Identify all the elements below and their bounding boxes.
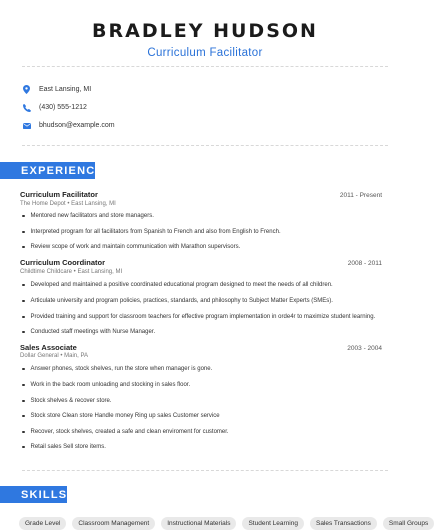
bullet-text: Answer phones, stock shelves, run the store when manager is gone. [30,366,213,372]
bullet-text: Articulate university and program policies, practices, standards, and philosophy to Subject Matter Experts (SMEs). [30,298,333,304]
job-title: Curriculum Coordinator [20,258,106,267]
bullet-dot [22,384,25,387]
location-text: East Lansing, MI [39,86,92,93]
list-item [22,244,240,250]
list-item [22,398,112,404]
job-dates: 2011 - Present [339,192,382,199]
email-icon [22,121,31,130]
job-dates: 2003 - 2004 [347,345,382,352]
list-item [22,329,155,335]
bullet-text: Provided training and support for classroom teachers for effective program implementation in orde4r to maximize student learning. [30,314,376,320]
list-item [22,429,229,435]
skill-chip: Sales Transactions [310,517,377,530]
skill-chip: Instructional Materials [161,517,236,530]
bullet-text: Stock store Clean store Handle money Ring up sales Customer service [30,413,220,419]
list-item [22,298,333,304]
bullet-text: Recover, stock shelves, created a safe and clean enviroment for customer. [30,429,229,435]
list-item [22,366,212,372]
job-title: Sales Associate [20,343,77,352]
skills-list [19,517,434,530]
candidate-role: Curriculum Facilitator [147,47,263,59]
divider [22,66,388,67]
bullet-text: Stock shelves & recover store. [30,398,112,404]
bullet-text: Mentored new facilitators and store managers. [30,213,154,219]
skill-chip: Classroom Management [72,517,155,530]
divider [22,470,388,471]
bullet-dot [22,300,25,303]
skill-chip: Small Groups [383,517,434,530]
bullet-text: Retail sales Sell store items. [30,444,106,450]
job-organization: The Home Depot • East Lansing, MI [20,201,116,207]
bullet-text: Conducted staff meetings with Nurse Manager. [30,329,156,335]
list-item [22,413,220,419]
bullet-dot [22,431,25,434]
bullet-dot [22,316,25,319]
job-organization: Childtime Childcare • East Lansing, MI [20,269,123,275]
bullet-text: Work in the back room unloading and stocking in sales floor. [30,382,191,388]
bullet-text: Developed and maintained a positive coordinated educational program designed to meet the needs of all children. [30,282,333,288]
skill-chip: Student Learning [242,517,304,530]
skill-chip: Grade Level [19,517,66,530]
contact-phone [22,103,87,112]
list-item [22,229,281,235]
bullet-dot [22,231,25,234]
bullet-dot [22,215,25,218]
bullet-dot [22,331,25,334]
bullet-dot [22,368,25,371]
list-item [22,444,106,450]
list-item [22,382,190,388]
list-item [22,282,333,288]
job-organization: Dollar General • Main, PA [20,353,89,359]
skills-section-header: SKILLS [0,486,67,503]
bullet-dot [22,400,25,403]
job-dates: 2008 - 2011 [347,260,382,267]
resume-header [0,20,410,59]
contact-email[interactable] [22,121,115,130]
contact-location [22,85,91,94]
job-title: Curriculum Facilitator [20,190,98,199]
bullet-dot [22,415,25,418]
location-pin-icon [22,85,31,94]
list-item [22,314,375,320]
bullet-text: Review scope of work and maintain communication with Marathon supervisors. [30,244,241,250]
divider [22,145,388,146]
phone-text: (430) 555-1212 [39,104,87,111]
bullet-dot [22,246,25,249]
list-item [22,213,154,219]
candidate-name: BRADLEY HUDSON [92,20,318,42]
bullet-dot [22,446,25,449]
phone-icon [22,103,31,112]
bullet-text: Interpreted program for all facilitators from Spanish to French and also from English to French. [30,229,281,235]
bullet-dot [22,284,25,287]
email-text: bhudson@example.com [39,122,115,129]
experience-section-header: EXPERIENCE [0,162,95,179]
